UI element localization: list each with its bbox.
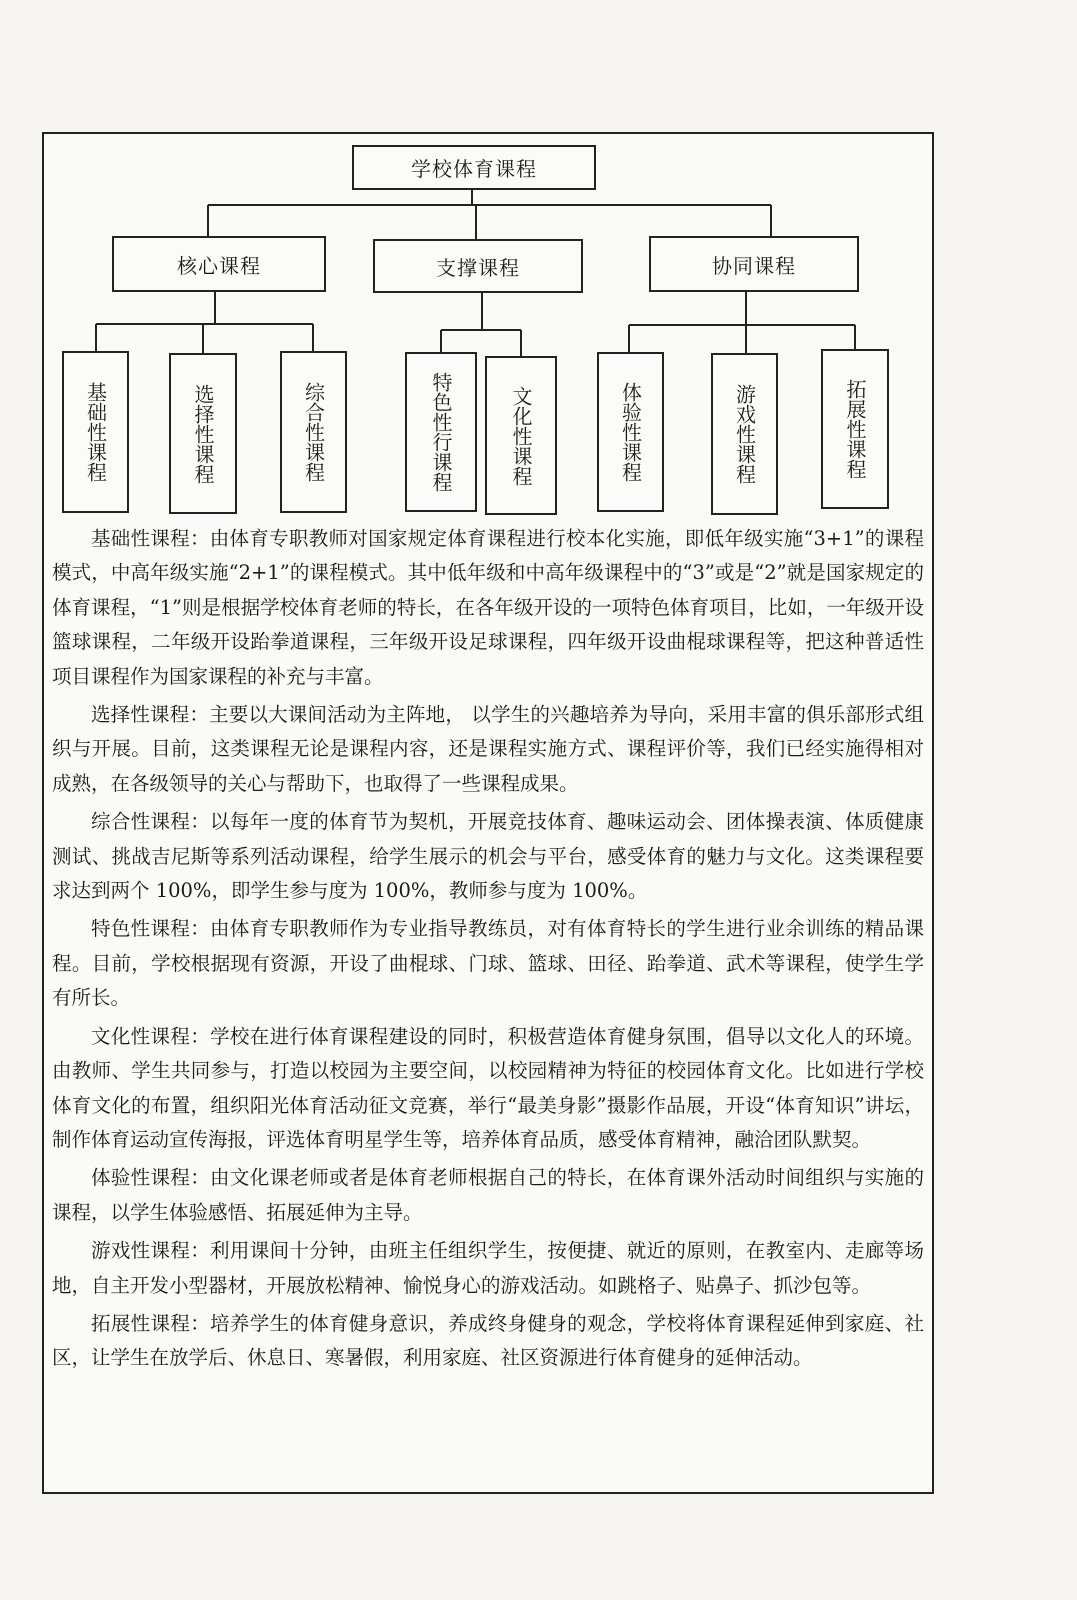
- group-node-collaborative: 协同课程: [649, 236, 859, 292]
- leaf-node-elective: 选择性课程: [169, 353, 237, 514]
- leaf-node-featured: 特色性行课程: [405, 352, 477, 512]
- group-node-support: 支撑课程: [373, 239, 583, 293]
- paragraph-game: 游戏性课程：利用课间十分钟，由班主任组织学生，按便捷、就近的原则，在教室内、走廊等场地，自主开发小型器材，开展放松精神、愉悦身心的游戏活动。如跳格子、贴鼻子、抓沙包等。: [52, 1239, 924, 1297]
- leaf-node-experiential: 体验性课程: [597, 352, 664, 512]
- paragraph-cultural: 文化性课程：学校在进行体育课程建设的同时，积极营造体育健身氛围，倡导以文化人的环境。由教师、学生共同参与，打造以校园为主要空间，以校园精神为特征的校园体育文化。比如进行学校体育文化的布置，组织阳光体育活动征文竞赛，举行“最美身影”摄影作品展，开设“体育知识”讲坛，制作体育运动宣传海报，评选体育明星学生等，培养体育品质，感受体育精神，融洽团队默契。: [52, 1024, 924, 1151]
- leaf-node-game: 游戏性课程: [711, 353, 778, 515]
- paragraph-featured: 特色性课程：由体育专职教师作为专业指导教练员，对有体育特长的学生进行业余训练的精品课程。目前，学校根据现有资源，开设了曲棍球、门球、篮球、田径、跆拳道、武术等课程，使学生学有所长。: [52, 917, 924, 1010]
- paragraph-basic: 基础性课程：由体育专职教师对国家规定体育课程进行校本化实施，即低年级实施“3+1”的课程模式，中高年级实施“2+1”的课程模式。其中低年级和中高年级课程中的“3”或是“2”就是国家规定的体育课程，“1”则是根据学校体育老师的特长，在各年级开设的一项特色体育项目，比如，一年级开设篮球课程，二年级开设跆拳道课程，三年级开设足球课程，四年级开设曲棍球课程等，把这种普适性项目课程作为国家课程的补充与丰富。: [52, 527, 924, 688]
- paragraph-experiential: 体验性课程：由文化课老师或者是体育老师根据自己的特长，在体育课外活动时间组织与实施的课程，以学生体验感悟、拓展延伸为主导。: [52, 1166, 924, 1224]
- leaf-node-cultural: 文化性课程: [485, 356, 557, 515]
- paragraph-extension: 拓展性课程：培养学生的体育健身意识，养成终身健身的观念，学校将体育课程延伸到家庭、社区，让学生在放学后、休息日、寒暑假，利用家庭、社区资源进行体育健身的延伸活动。: [52, 1311, 924, 1370]
- leaf-node-comprehensive: 综合性课程: [280, 351, 347, 513]
- course-descriptions: [52, 522, 924, 1380]
- leaf-node-basic: 基础性课程: [62, 351, 129, 513]
- diagram-root-node: 学校体育课程: [352, 145, 596, 190]
- group-node-core: 核心课程: [112, 236, 326, 292]
- paragraph-comprehensive: 综合性课程：以每年一度的体育节为契机，开展竞技体育、趣味运动会、团体操表演、体质健康测试、挑战吉尼斯等系列活动课程，给学生展示的机会与平台，感受体育的魅力与文化。这类课程要求达到两个 100%，即学生参与度为 100%，教师参与度为 100%。: [52, 810, 924, 903]
- paragraph-elective: 选择性课程：主要以大课间活动为主阵地， 以学生的兴趣培养为导向，采用丰富的俱乐部形式组织与开展。目前，这类课程无论是课程内容，还是课程实施方式、课程评价等，我们已经实施得相对成熟，在各级领导的关心与帮助下，也取得了一些课程成果。: [52, 703, 924, 795]
- leaf-node-extension: 拓展性课程: [821, 349, 889, 509]
